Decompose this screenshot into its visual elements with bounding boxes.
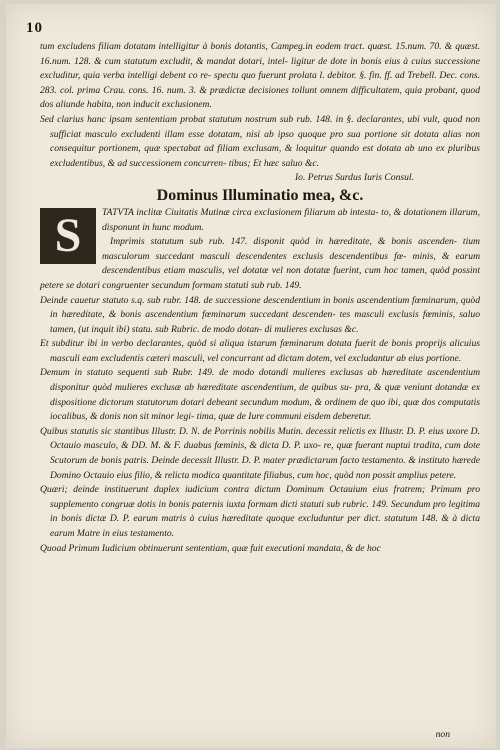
drop-cap-initial: S — [40, 208, 96, 264]
statute-paragraph: Deinde cauetur statuto s.q. sub rubr. 148. de successione descendentium in bonis ascendentium fœminarum, quòd in hæreditate, & bonis ascendentium fœminarum succedant descenden- tes masculi exclusis fœminis, saluo tamen, (ut inquit ibi) statu. sub Rubric. de modo dotan- di mulieres exclusas &c. — [40, 294, 480, 335]
text-line: tum excludens filiam dotatam intelligitur à bonis dotantis, Campeg.in eodem tract. quæst. — [40, 41, 393, 52]
text-line: tibus; Et hæc saluo &c. — [228, 157, 320, 169]
statute-paragraph: Demum in statuto sequenti sub Rubr. 149. de modo dotandi mulieres exclusas ab hæreditate ascendentium disponitur quòd mulieres exclusæ ab hæreditate ascendentium, de quibus su- pra, & quæ veniunt dotandæ ex dispositione dictorum statutorum dotari debeant secundum modum, & ordinem de quo ibi, quæ dos computatis iocalibus, & donis non sit minor legi- tima, quæ de Iure communi eisdem deberetur. — [40, 367, 480, 423]
text-line: 16. num. 3. & prædictæ decisiones tollunt omnem difficultatem, quia probant, quod dos — [40, 84, 480, 111]
section-title: Dominus Illuminatio mea, &c. — [156, 186, 364, 204]
text-line: loquitur quando est dotata ab uno ex pluribus excludentibus, & ad successionem concurren- — [50, 143, 480, 169]
opinion-paragraph — [40, 113, 480, 171]
book-page — [6, 4, 496, 748]
signature: Io. Petrus Surdus Iuris Consul. — [294, 172, 414, 184]
continuation-paragraph — [40, 40, 480, 113]
case-facts-paragraph: Quoad Primum Iudicium obtinuerunt sententiam, quæ fuit executioni mandata, & de hoc — [40, 542, 381, 554]
text-line: Sed clarius hanc ipsam sententiam probat statutum nostrum sub rub. 148. in §. declarantes, ubi — [40, 113, 420, 125]
text-line: ligitur de dote in bonis eius à cuius successione excluditur, quia verba intelligi debent co re- — [40, 55, 480, 82]
case-facts-paragraph: Quæri; deinde instituerunt duplex iudicium contra dictum Dominum Octauium eius fratrem; Primum pro supplemento congruæ dotis in bonis paternis iuxta formam dicti statuti sub rubric. 149. Secundum pro legitima in bonis dictæ D. P. earum matris à cuius hæreditate quoque excluduntur per dict. statutum 148. & à dicta earum Matre in eius testamento. — [40, 484, 480, 539]
text-line: vult, quod non sufficiat masculo excludenti illam esse dotatam, nisi ab ipso quoque pro sua — [50, 113, 480, 140]
page-number: 10 — [26, 20, 43, 36]
case-facts-paragraph: Quibus statutis sic stantibus Illustr. D. N. de Porrinis nobilis Mutin. decessit relictis ex Illustr. D. P. eius uxore D. Octauio masculo, & DD. M. & F. duabus fœminis, & dicta D. P. uxo- re, quæ fuerant nuptui tradita, cum dote Scutorum de bonis patris. Deinde decessit Illustr. D. P. mater prædictarum facto testamento. & instituto hærede Domino Octauio eius filio, & relicta modica quantitate filiabus, cum hoc, quòd non possit amplius petere. — [40, 425, 480, 481]
text-line: portione sit dotata alias non consequitur portionem, quæ spectabat ad filiam exclusam, & — [50, 128, 480, 155]
statute-paragraph: Imprimis statutum sub rub. 147. disponit quòd in hæreditate, & bonis ascenden- tium masculorum succedant masculi descendentes exclusis descendentibus fœ- minis, & earum descendentibus etiam masculis, vel dotatæ vel non dotatæ fuerint, cum hoc tamen, quòd possint petere se dotari congruenter secundum formam statuti sub rub. 149. — [40, 236, 480, 291]
page-text — [40, 40, 480, 556]
text-line: spectu quo fuerunt prolata l. debitor. §. fin. ff. ad Trebell. Dec. cons. 283. col. prima Crau. cons. — [40, 70, 480, 96]
catchword: non — [435, 729, 450, 740]
statute-intro — [40, 206, 480, 262]
text-line: aliunde habita, non inducit exclusionem. — [55, 99, 212, 111]
text-line: 15.num. 70. & quæst. 16.num. 128. & cum statutum excludit, & mandat dotari, intel- — [40, 41, 481, 67]
statute-paragraph: Et subditur ibi in verbo declarantes, quòd si aliqua istarum fœminarum dotata fuerit de bonis proprijs alicuius masculi eam excludentis cæteri masculi, vel concurrant ad dictam dotem, vel excludantur ab eius portione. — [40, 338, 480, 364]
paragraph-text: TATVTA inclitæ Ciuitatis Mutinæ circa exclusionem filiarum ab intesta- to, & dotationem illarum, disponunt in hunc modum. — [102, 206, 480, 233]
